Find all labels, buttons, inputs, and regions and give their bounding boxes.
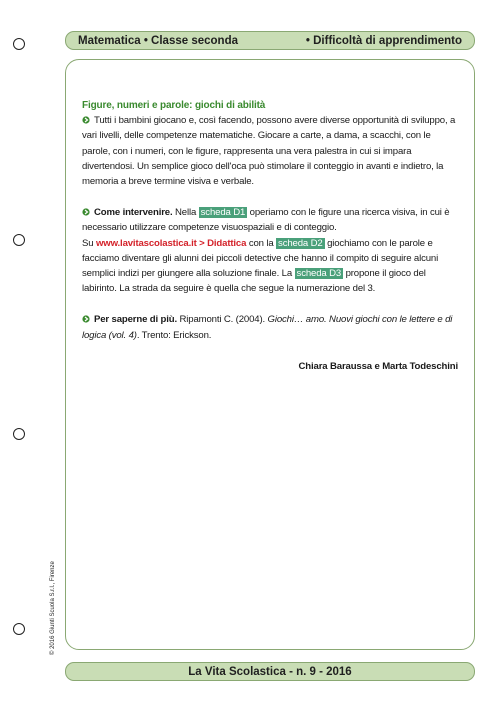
green-arrow-bullet-icon — [82, 208, 90, 216]
paragraph-references: Per saperne di più. Ripamonti C. (2004). Giochi… amo. Nuovi giochi con le lettere e di logica (vol. 4). Trento: Erickson. — [82, 314, 453, 341]
header-bar — [65, 31, 475, 50]
article — [82, 98, 458, 374]
book-title: Giochi… amo. Nuovi giochi con le lettere e di logica (vol. 4) — [82, 314, 453, 341]
article-title: Figure, numeri e parole: giochi di abilità — [82, 100, 266, 111]
references-lead: Per saperne di più. — [94, 314, 177, 326]
paragraph-intervention: Come intervenire. Nella scheda D1 operiamo con le figure una ricerca visiva, in cui è necessario utilizzare competenze visuospaziali e di conteggio. Su www.lavitascolastica.it > Didattica con la scheda D2 giochiamo con le parole e facciamo diventare gli alunni dei piccoli detective che hanno il compito di seguire alcuni semplici indizi per giungere alla soluzione finale. La scheda D3 propone il gioco del labirinto. La strada da seguire è quella che segue la numerazione del 3. — [82, 207, 450, 295]
binder-hole-4 — [13, 623, 25, 635]
binder-hole-2 — [13, 234, 25, 246]
header-topic: • Difficoltà di apprendimento — [305, 34, 462, 47]
paragraph-intro: Tutti i bambini giocano e, così facendo, possono avere diverse opportunità di sviluppo, a vari livelli, delle competenze matematiche. Giocare a carte, a dama, a scacchi, con le parole, con i numeri, con le figure, rappresenta una vera palestra in cui si impara divertendosi. Un semplice gioco dell'oca può stimolare il conteggio in avanti e indietro, la memoria a breve termine visiva e verbale. — [82, 115, 456, 188]
scheda-d2-link[interactable]: scheda D2 — [278, 237, 323, 249]
website-link[interactable]: www.lavitascolastica.it > Didattica — [95, 237, 247, 249]
footer-bar — [65, 662, 475, 681]
binder-hole-1 — [13, 38, 25, 50]
footer-text: La Vita Scolastica - n. 9 - 2016 — [188, 665, 352, 678]
copyright-notice: © 2016 Giunti Scuola S.r.l., Firenze — [50, 561, 56, 655]
green-arrow-bullet-icon — [82, 315, 90, 323]
intervention-lead: Come intervenire. — [94, 207, 173, 219]
binder-hole-3 — [13, 428, 25, 440]
scheda-d1-link[interactable]: scheda D1 — [200, 207, 246, 219]
authors: Chiara Baraussa e Marta Todeschini — [298, 360, 458, 372]
green-arrow-bullet-icon — [82, 116, 90, 124]
scheda-d3-link[interactable]: scheda D3 — [296, 268, 342, 280]
header-subject: Matematica • Classe seconda — [78, 34, 238, 47]
